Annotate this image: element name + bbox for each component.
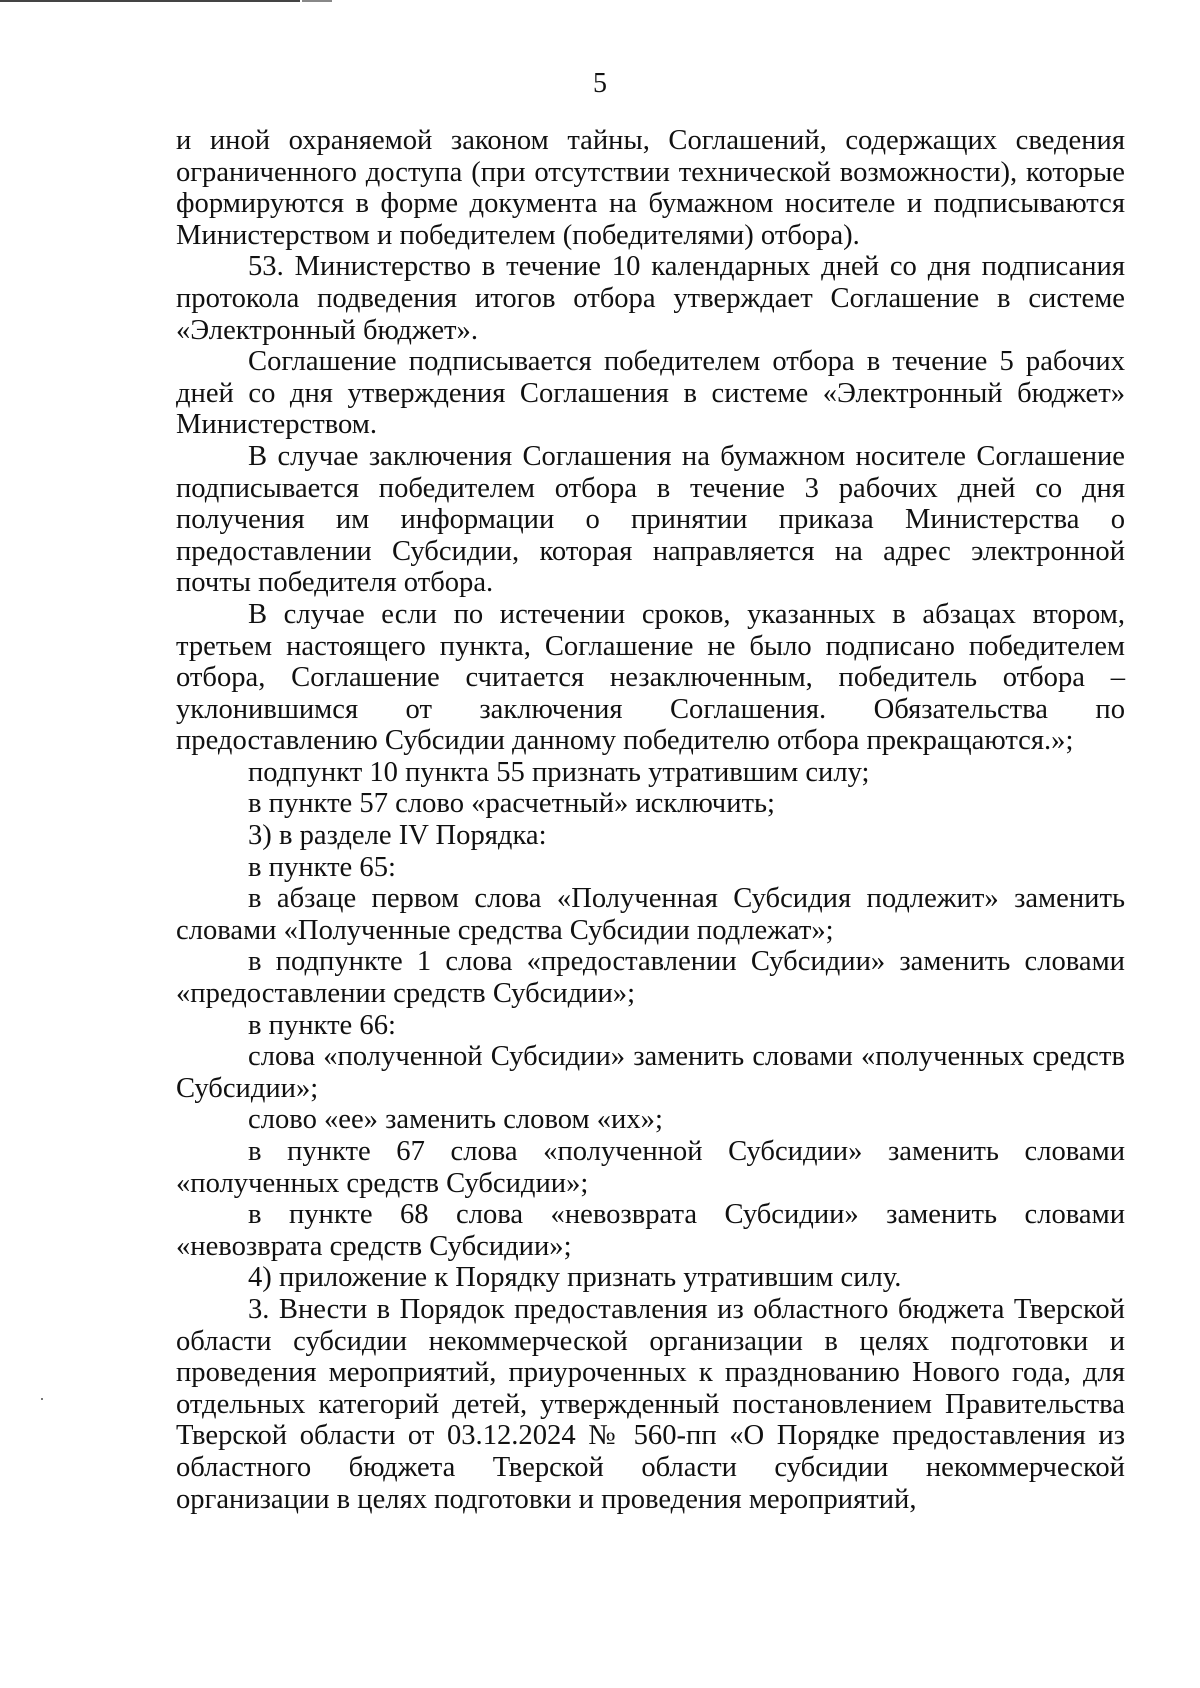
paragraph: подпункт 10 пункта 55 признать утратившим силу; (248, 756, 870, 788)
paragraph: Соглашение подписывается победителем отбора в течение 5 рабочих дней со дня утверждения Соглашения в системе «Электронный бюджет» Министерством. (176, 346, 1125, 441)
paragraph: в пункте 57 слово «расчетный» исключить; (248, 788, 775, 820)
paragraph: в пункте 67 слова «полученной Субсидии» заменить словами «полученных средств Субсидии»; (176, 1136, 1125, 1199)
paragraph: слово «ее» заменить словом «их»; (248, 1104, 663, 1136)
scan-artifact-dot (41, 1398, 43, 1400)
paragraph: в подпункте 1 слова «предоставлении Субсидии» заменить словами «предоставлении средств Субсидии»; (176, 946, 1125, 1010)
paragraph: в пункте 65: (248, 851, 396, 883)
scan-artifact-line (0, 0, 300, 2)
paragraph: и иной охраняемой законом тайны, Соглашений, содержащих сведения ограниченного доступа (при отсутствии технической возможности), которые формируются в форме документа на бумажном носителе и подписываются Министерством и победителем (победителями) отбора). (176, 125, 1125, 251)
scan-artifact-line-short (302, 0, 332, 2)
paragraph: 53. Министерство в течение 10 календарных дней со дня подписания протокола подведения итогов отбора утверждает Соглашение в системе «Электронный бюджет». (176, 251, 1125, 346)
page-number: 5 (593, 68, 607, 99)
paragraph: В случае если по истечении сроков, указанных в абзацах втором, третьем настоящего пункта, Соглашение не было подписано победителем отбора, Соглашение считается незаключенным, победитель отбора – уклонившимся от заключения Соглашения. Обязательства по предоставлению Субсидии данному победителю отбора прекращаются.»; (176, 598, 1125, 757)
paragraph: слова «полученной Субсидии» заменить словами «полученных средств Субсидии»; (176, 1041, 1125, 1104)
paragraph: в пункте 68 слова «невозврата Субсидии» заменить словами «невозврата средств Субсидии»; (176, 1199, 1125, 1262)
paragraph: в абзаце первом слова «Полученная Субсидия подлежит» заменить словами «Полученные средства Субсидии подлежат»; (176, 883, 1125, 946)
document-body (176, 125, 1125, 1515)
paragraph: 3) в разделе IV Порядка: (248, 820, 547, 852)
paragraph: в пункте 66: (248, 1009, 396, 1041)
paragraph: 4) приложение к Порядку признать утратившим силу. (248, 1262, 902, 1294)
paragraph: В случае заключения Соглашения на бумажном носителе Соглашение подписывается победителем отбора в течение 3 рабочих дней со дня получения им информации о принятии приказа Министерства о предоставлении Субсидии, которая направляется на адрес электронной почты победителя отбора. (176, 440, 1125, 599)
paragraph: 3. Внести в Порядок предоставления из областного бюджета Тверской области субсидии некоммерческой организации в целях подготовки и проведения мероприятий, приуроченных к празднованию Нового года, для отдельных категорий детей, утвержденный постановлением Правительства Тверской области от 03.12.2024 № 560-пп «О Порядке предоставления из областного бюджета Тверской области субсидии некоммерческой организации в целях подготовки и проведения мероприятий, (176, 1293, 1125, 1515)
